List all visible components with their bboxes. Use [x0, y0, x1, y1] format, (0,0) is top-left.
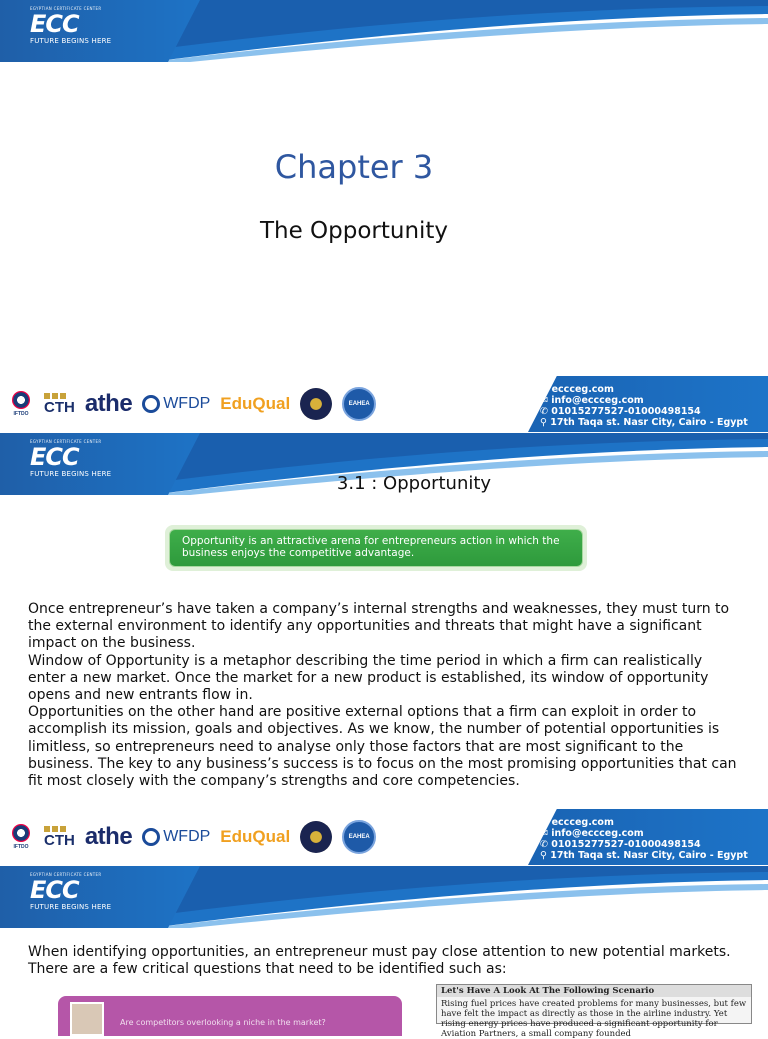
chapter-title: Chapter 3 — [274, 148, 434, 186]
paragraph: Window of Opportunity is a metaphor describing the time period in which a firm can realistically enter a new market. Once the market for a new product is established, its window of opportunity opens and new entrants flow in. — [28, 652, 709, 704]
partner-logos — [8, 815, 376, 859]
intro-text: When identifying opportunities, an entrepreneur must pay close attention to new potential markets. There are a few critical questions that need to be identified such as: — [28, 944, 731, 978]
wfdp-logo: WFDP — [142, 395, 210, 413]
eahea-logo: EAHEA — [342, 820, 376, 854]
athe-logo: athe — [84, 823, 133, 850]
phone-line: ✆ 01015277527-01000498154 — [540, 406, 701, 417]
phone-icon: ✆ — [540, 406, 552, 417]
logo-wordmark: ECC — [30, 10, 79, 38]
scenario-box — [436, 984, 752, 1039]
logo-tagline: FUTURE BEGINS HERE — [30, 37, 112, 45]
email-line: ✉ info@eccceg.com — [540, 395, 644, 406]
wfdp-logo: WFDP — [142, 828, 210, 846]
location-icon: ⚲ — [540, 417, 551, 428]
partner-logos — [8, 382, 376, 426]
scenario-text: Rising fuel prices have created problems for many businesses, but few have felt the impact as directly as those in the airline industry. Yet rising energy prices have produced a significant opportunity for Aviation Partners, a small company founded — [441, 999, 747, 1039]
avatar — [70, 1002, 104, 1036]
logo-caption: EGYPTIAN CERTIFICATE CENTER — [30, 872, 102, 877]
cth-logo: CTH — [44, 826, 75, 848]
slide-opportunity — [0, 433, 768, 865]
logo-tagline: FUTURE BEGINS HERE — [30, 903, 112, 911]
logo-caption: EGYPTIAN CERTIFICATE CENTER — [30, 439, 102, 444]
phone-icon: ✆ — [540, 839, 552, 850]
cth-logo: CTH — [44, 393, 75, 415]
email-line: ✉ info@eccceg.com — [540, 828, 644, 839]
web-line: ◎ eccceg.com — [540, 817, 614, 828]
contact-info — [540, 384, 758, 428]
header-swoosh — [150, 0, 768, 62]
header-banner — [0, 0, 768, 62]
eahea-logo: EAHEA — [342, 387, 376, 421]
paragraph: Once entrepreneur’s have taken a company’s internal strengths and weaknesses, they must turn to the external environment to identify any opportunities and threats that might have a significant impact on the business. — [28, 601, 730, 652]
athe-logo: athe — [84, 390, 133, 417]
logo-caption: EGYPTIAN CERTIFICATE CENTER — [30, 6, 102, 11]
footer-band — [0, 809, 768, 865]
slide-chapter-title — [0, 0, 768, 432]
scenario-heading: Let's Have A Look At The Following Scenario — [437, 985, 751, 997]
globe-icon — [142, 395, 160, 413]
address-line: ⚲ 17th Taqa st. Nasr City, Cairo - Egypt — [540, 417, 748, 428]
location-icon: ⚲ — [540, 850, 551, 861]
definition-text: Opportunity is an attractive arena for entrepreneurs action in which the business enjoys the competitive advantage. — [169, 529, 583, 567]
mail-icon: ✉ — [540, 828, 552, 839]
header-swoosh — [150, 866, 768, 928]
globe-icon: ◎ — [540, 817, 552, 828]
mail-icon: ✉ — [540, 395, 552, 406]
question-card — [58, 996, 402, 1036]
eduqual-logo: EduQual — [220, 827, 291, 846]
footer-band — [0, 376, 768, 432]
ecc-logo — [30, 6, 111, 45]
body-text — [28, 601, 740, 790]
chapter-subtitle: The Opportunity — [259, 218, 449, 244]
ecc-logo — [30, 872, 111, 911]
logo-wordmark: ECC — [30, 443, 79, 471]
seal-logo — [300, 388, 332, 420]
phone-line: ✆ 01015277527-01000498154 — [540, 839, 701, 850]
globe-icon: ◎ — [540, 384, 552, 395]
section-title: 3.1 : Opportunity — [336, 473, 492, 494]
web-line: ◎ eccceg.com — [540, 384, 614, 395]
paragraph: Opportunities on the other hand are positive external options that a firm can exploit in order to accomplish its mission, goals and objectives. As we know, the number of potential opportunities is limitless, so entrepreneurs need to analyse only those factors that are most significant to the business. The key to any business’s success is to focus on the most promising opportunities that can fit most closely with the company’s strengths and core competencies. — [28, 704, 737, 790]
question-text: Are competitors overlooking a niche in the market? — [120, 1018, 326, 1027]
slide-identifying-opportunities — [0, 866, 768, 1039]
header-banner — [0, 866, 768, 928]
logo-wordmark: ECC — [30, 876, 79, 904]
contact-info — [540, 817, 758, 861]
seal-logo — [300, 821, 332, 853]
iftdo-logo: IFTDO — [8, 391, 34, 417]
address-line: ⚲ 17th Taqa st. Nasr City, Cairo - Egypt — [540, 850, 748, 861]
definition-box — [165, 525, 587, 571]
eduqual-logo: EduQual — [220, 394, 291, 413]
globe-icon — [142, 828, 160, 846]
iftdo-logo: IFTDO — [8, 824, 34, 850]
logo-tagline: FUTURE BEGINS HERE — [30, 470, 112, 478]
